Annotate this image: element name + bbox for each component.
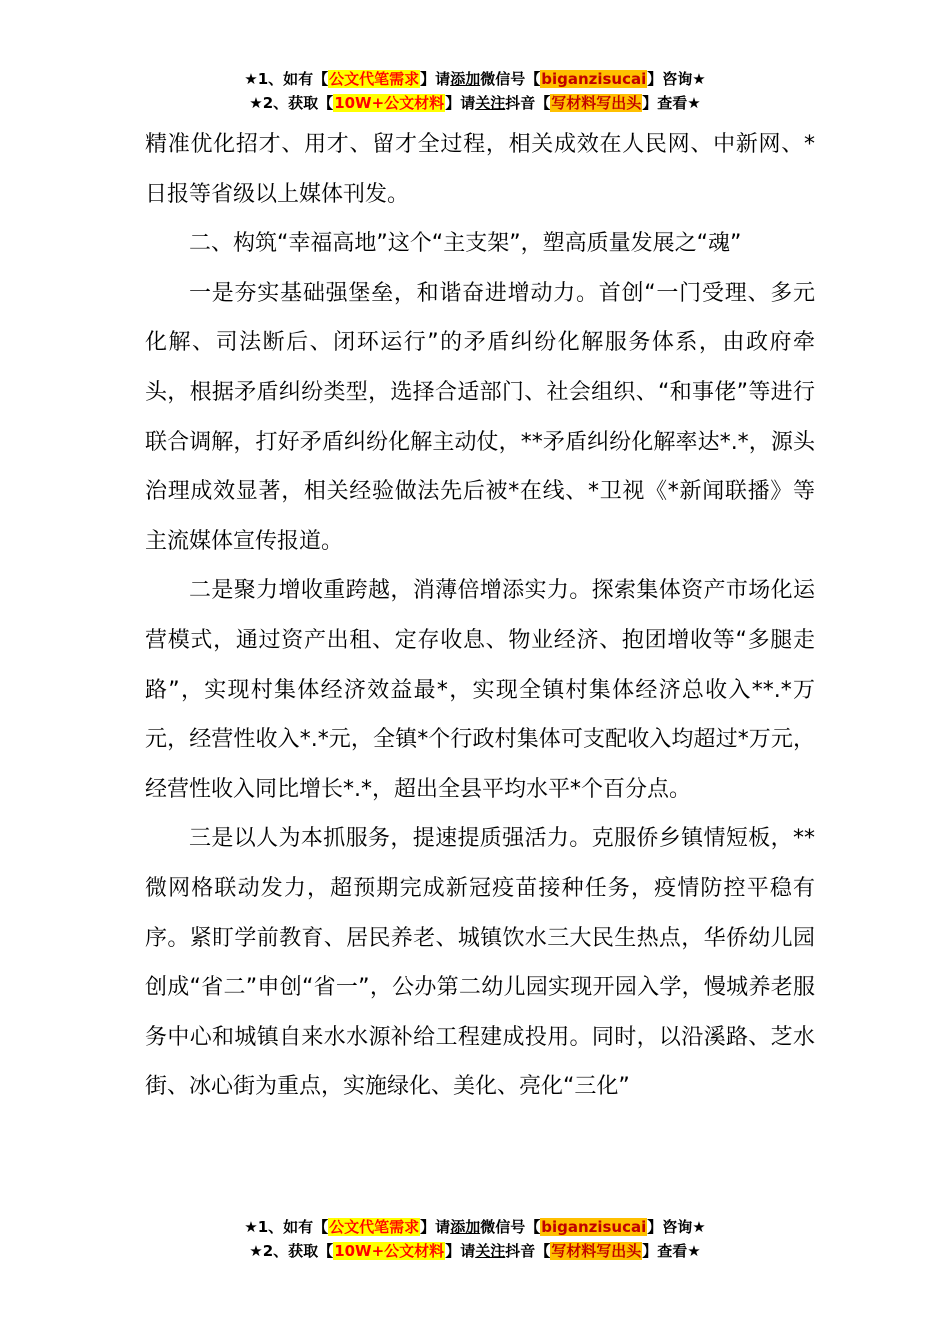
banner-emphasis: 关注	[475, 1242, 506, 1260]
banner-text: ★1、如有【	[244, 70, 329, 88]
banner-highlight: biganzisucai	[541, 1218, 647, 1236]
banner-highlight: 写材料写出头	[551, 94, 642, 112]
banner-text: ★1、如有【	[244, 1218, 329, 1236]
document-body	[145, 120, 815, 1112]
banner-text: 】咨询★	[647, 1218, 706, 1236]
banner-text: 】查看★	[642, 1242, 701, 1260]
banner-highlight: 写材料写出头	[551, 1242, 642, 1260]
banner-text: 】查看★	[642, 94, 701, 112]
banner-line-2	[0, 92, 950, 116]
banner-text: 抖音【	[505, 1242, 551, 1260]
banner-line-2	[0, 1240, 950, 1264]
paragraph-1: 精准优化招才、用才、留才全过程，相关成效在人民网、中新网、*日报等省级以上媒体刊发。	[145, 132, 815, 207]
banner-text: 】咨询★	[647, 70, 706, 88]
banner-text: ★2、获取【	[249, 1242, 334, 1260]
banner-highlight: 10W+公文材料	[334, 1242, 445, 1260]
banner-text: 】请	[420, 1218, 451, 1236]
footer-banner	[0, 1216, 950, 1264]
banner-emphasis: 添加	[450, 70, 481, 88]
banner-text: 】请	[420, 70, 451, 88]
paragraph-4: 三是以人为本抓服务，提速提质强活力。克服侨乡镇情短板，**微网格联动发力，超预期完成新冠疫苗接种任务，疫情防控平稳有序。紧盯学前教育、居民养老、城镇饮水三大民生热点，华侨幼儿园创成“省二”申创“省一”，公办第二幼儿园实现开园入学，慢城养老服务中心和城镇自来水水源补给工程建成投用。同时，以沿溪路、芝水街、冰心街为重点，实施绿化、美化、亮化“三化”	[145, 826, 815, 1100]
banner-highlight: biganzisucai	[541, 70, 647, 88]
banner-text: 微信号【	[480, 70, 541, 88]
banner-text: ★2、获取【	[249, 94, 334, 112]
paragraph-3: 二是聚力增收重跨越，消薄倍增添实力。探索集体资产市场化运营模式，通过资产出租、定存收息、物业经济、抱团增收等“多腿走路”，实现村集体经济效益最*，实现全镇村集体经济总收入**.*万元，经营性收入*.*元，全镇*个行政村集体可支配收入均超过*万元，经营性收入同比增长*.*，超出全县平均水平*个百分点。	[145, 578, 815, 802]
banner-line-1	[0, 68, 950, 92]
banner-highlight: 公文代笔需求	[329, 1218, 420, 1236]
banner-emphasis: 关注	[475, 94, 506, 112]
banner-highlight: 公文代笔需求	[329, 70, 420, 88]
paragraph-2: 一是夯实基础强堡垒，和谐奋进增动力。首创“一门受理、多元化解、司法断后、闭环运行”的矛盾纠纷化解服务体系，由政府牵头，根据矛盾纠纷类型，选择合适部门、社会组织、“和事佬”等进行联合调解，打好矛盾纠纷化解主动仗，**矛盾纠纷化解率达*.*，源头治理成效显著，相关经验做法先后被*在线、*卫视《*新闻联播》等主流媒体宣传报道。	[145, 280, 815, 554]
banner-text: 】请	[445, 1242, 476, 1260]
banner-text: 微信号【	[480, 1218, 541, 1236]
banner-emphasis: 添加	[450, 1218, 481, 1236]
banner-highlight: 10W+公文材料	[334, 94, 445, 112]
banner-line-1	[0, 1216, 950, 1240]
header-banner	[0, 68, 950, 116]
banner-text: 抖音【	[505, 94, 551, 112]
section-heading-2: 二、构筑“幸福高地”这个“主支架”，塑高质量发展之“魂”	[189, 231, 742, 257]
banner-text: 】请	[445, 94, 476, 112]
